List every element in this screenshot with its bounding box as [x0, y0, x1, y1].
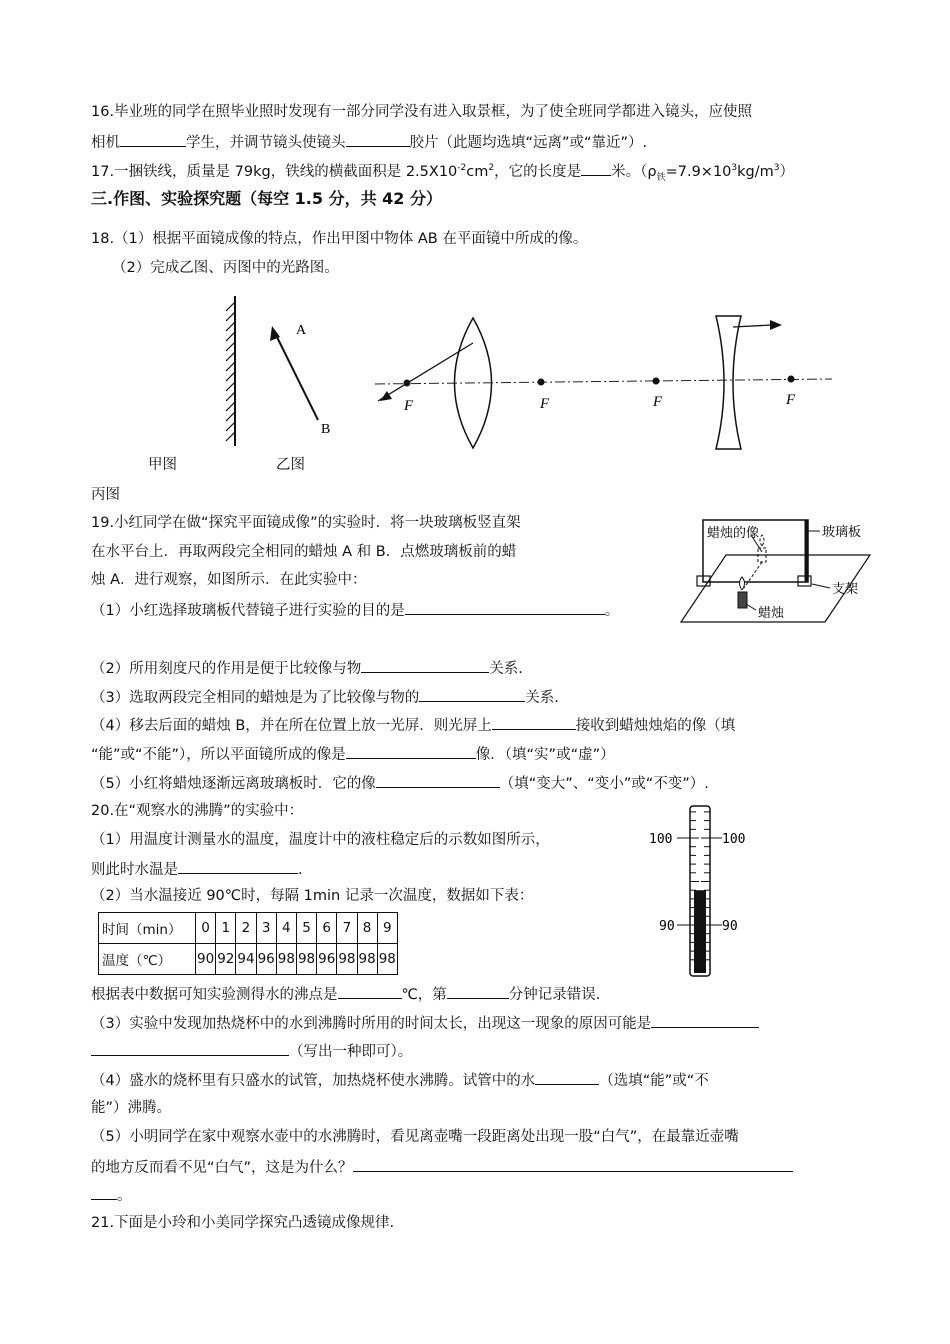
q19-text: （5）小红将蜡烛逐渐远离玻璃板时．它的像: [91, 776, 376, 792]
q20-text: 分钟记录错误.: [508, 987, 601, 1003]
q20-text: （写出一种即可）。: [289, 1044, 413, 1060]
q19-line2: 在水平台上．再取两段完全相同的蜡烛 A 和 B．点燃玻璃板前的蜡: [91, 544, 517, 560]
q20-p2: （2）当水温接近 90℃时，每隔 1min 记录一次温度，数据如下表：: [91, 888, 534, 904]
q17-text: ，它的长度是: [494, 164, 582, 180]
table-cell: 98: [357, 944, 377, 975]
focus-label: F: [404, 398, 414, 414]
time-header: 时间（min）: [99, 913, 196, 944]
q20-text: .: [298, 862, 303, 878]
q20-p4: [91, 1069, 709, 1091]
table-cell: 98: [337, 944, 357, 975]
answer-blank[interactable]: [91, 1040, 289, 1056]
q19-text: 关系.: [525, 690, 559, 706]
table-cell: 96: [317, 944, 337, 975]
q20-p1: （1）用温度计测量水的温度，温度计中的液柱稳定后的示数如图所示，: [91, 832, 550, 848]
q20-text: （选填“能”或“不: [599, 1073, 709, 1089]
q20-text: 则此时水温是: [91, 862, 178, 878]
q17-exp: 3: [731, 163, 738, 174]
label-stand: 支架: [832, 582, 859, 597]
q19-text: （填“变大”、“变小”或“不变”）.: [499, 776, 709, 792]
temperature-table: [98, 912, 398, 975]
q20-p3-cont: [91, 1040, 412, 1062]
q20-text: ℃，第: [401, 987, 447, 1003]
q19-text: （4）移去后面的蜡烛 B，并在所在位置上放一光屏．则光屏上: [91, 718, 492, 734]
q17-text: kg/m: [737, 164, 774, 180]
q16-text-c: 胶片（此题均选填“远离”或“靠近”）.: [409, 135, 648, 151]
fig-label-jia: 甲图: [148, 457, 177, 473]
thermo-liquid: [694, 890, 706, 973]
q17-exp: 2: [488, 163, 495, 174]
q19-text: “能”或“不能”），所以平面镜所成的像是: [91, 747, 346, 763]
table-cell: 96: [256, 944, 276, 975]
table-cell: 90: [196, 944, 216, 975]
q21-line: 21.下面是小玲和小美同学探究凸透镜成像规律.: [91, 1215, 395, 1231]
answer-blank[interactable]: [447, 983, 509, 999]
q20-p5: （5）小明同学在家中观察水壶中的水沸腾时，看见离壶嘴一段距离处出现一股“白气”，在最靠近壶嘴: [91, 1129, 739, 1145]
table-cell: 98: [276, 944, 296, 975]
thermo-label-90-right: 90: [722, 919, 738, 934]
q19-line3: 烛 A．进行观察，如图所示．在此实验中：: [91, 572, 367, 588]
table-cell: 3: [256, 913, 276, 944]
section-heading: 三.作图、实验探究题（每空 1.5 分，共 42 分）: [91, 189, 442, 208]
table-cell: 8: [357, 913, 377, 944]
table-cell: 2: [236, 913, 256, 944]
q20-text: 。: [117, 1188, 132, 1204]
table-row-temp: [99, 944, 398, 975]
fig-label-yi: 乙图: [276, 457, 305, 473]
table-cell: 0: [196, 913, 216, 944]
label-candle: 蜡烛: [758, 606, 785, 621]
answer-blank[interactable]: [651, 1012, 759, 1028]
q19-text: 像．（填“实”或“虚”）: [475, 747, 615, 763]
q20-title: 20.在“观察水的沸腾”的实验中：: [91, 803, 304, 819]
q20-p3: [91, 1012, 759, 1034]
q16-text-b: 学生，并调节镜头使镜头: [186, 135, 346, 151]
thermo-label-100-right: 100: [722, 832, 746, 847]
q17-sub: 铁: [656, 172, 666, 183]
table-cell: 94: [236, 944, 256, 975]
q19-line1: 19.小红同学在做“探究平面镜成像”的实验时．将一块玻璃板竖直架: [91, 515, 521, 531]
answer-blank[interactable]: [353, 1156, 793, 1172]
table-row-time: [99, 913, 398, 944]
focus-label: F: [786, 392, 796, 408]
q17-text: =7.9×10: [665, 164, 732, 180]
table-cell: 6: [317, 913, 337, 944]
table-cell: 98: [296, 944, 316, 975]
thermo-label-100-left: 100: [649, 832, 673, 847]
focus-label: F: [653, 394, 663, 410]
q17-text: ）: [779, 164, 794, 180]
q20-text: 根据表中数据可知实验测得水的沸点是: [91, 987, 338, 1003]
temp-header: 温度（℃）: [99, 944, 196, 975]
q17-text: cm: [466, 164, 489, 180]
table-cell: 98: [377, 944, 397, 975]
q19-text: 。: [604, 603, 620, 619]
table-cell: 5: [296, 913, 316, 944]
label-glass-plate: 玻璃板: [822, 525, 862, 540]
fig-label-bing: 丙图: [91, 487, 120, 503]
q20-text: 的地方反而看不见“白气”，这是为什么？: [91, 1160, 353, 1176]
q17-exp: 3: [773, 163, 780, 174]
answer-blank[interactable]: [91, 1184, 117, 1200]
answer-blank[interactable]: [535, 1069, 599, 1085]
q19-text: （1）小红选择玻璃板代替镜子进行实验的目的是: [91, 603, 405, 619]
table-cell: 4: [276, 913, 296, 944]
q20-text: （3）实验中发现加热烧杯中的水到沸腾时所用的时间太长，出现这一现象的原因可能是: [91, 1016, 652, 1032]
q20-text: （4）盛水的烧杯里有只盛水的试管，加热烧杯使水沸腾。试管中的水: [91, 1073, 536, 1089]
label-b: B: [321, 422, 331, 437]
table-cell: 7: [337, 913, 357, 944]
answer-blank[interactable]: [338, 983, 402, 999]
q19-text: （2）所用刻度尺的作用是便于比较像与物: [91, 661, 362, 677]
table-cell: 92: [216, 944, 236, 975]
label-a: A: [296, 323, 307, 338]
q20-p5-end: [91, 1184, 132, 1206]
q19-text: 接收到蜡烛烛焰的像（填: [575, 718, 736, 734]
q19-text: （3）选取两段完全相同的蜡烛是为了比较像与物的: [91, 690, 420, 706]
q16-line1: 16.毕业班的同学在照毕业照时发现有一部分同学没有进入取景框，为了使全班同学都进入镜头，应使照: [91, 104, 753, 120]
q20-p4-cont: 能”）沸腾。: [91, 1100, 172, 1116]
q17-text: 米。（ρ: [611, 164, 657, 180]
q16-text-a: 相机: [91, 135, 120, 151]
q20-p2b: [91, 983, 600, 1005]
q17-exp: -2: [457, 163, 467, 174]
q20-p5-cont: [91, 1156, 793, 1178]
thermo-label-90-left: 90: [659, 919, 675, 934]
label-candle-image: 蜡烛的像: [707, 526, 760, 541]
focus-label: F: [540, 396, 550, 412]
q18-line1: 18.（1）根据平面镜成像的特点，作出甲图中物体 AB 在平面镜中所成的像。: [91, 231, 588, 247]
q19-text: 关系.: [489, 661, 523, 677]
q18-line2: （2）完成乙图、丙图中的光路图。: [112, 260, 339, 276]
table-cell: 1: [216, 913, 236, 944]
table-cell: 9: [377, 913, 397, 944]
q17-text: 17.一捆铁线，质量是 79kg，铁线的横截面积是 2.5X10: [91, 164, 458, 180]
